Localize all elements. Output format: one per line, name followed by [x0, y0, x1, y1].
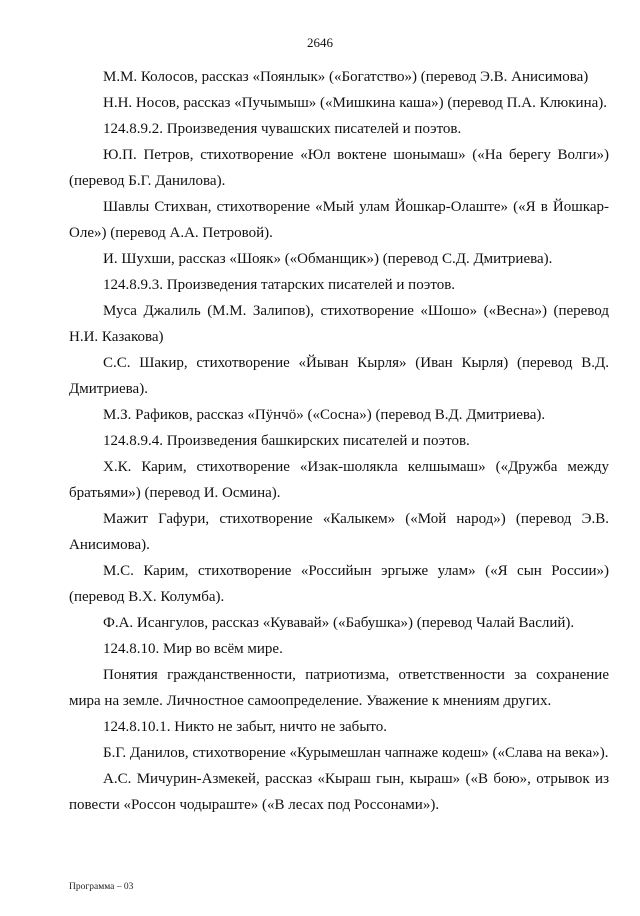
paragraph: С.С. Шакир, стихотворение «Йыван Кырля» (Иван Кырля) (перевод В.Д. Дмитриева). — [69, 355, 609, 397]
paragraph: Мажит Гафури, стихотворение «Калыкем» («Мой народ») (перевод Э.В. Анисимова). — [69, 511, 609, 553]
paragraph: А.С. Мичурин-Азмекей, рассказ «Кыраш гын, кыраш» («В бою», отрывок из повести «Россон чодыраште» («В лесах под Россонами»). — [69, 771, 609, 813]
paragraph: Ф.А. Исангулов, рассказ «Кувавай» («Бабушка») (перевод Чалай Васлий). — [103, 615, 575, 631]
paragraph: М.С. Карим, стихотворение «Российын эргыже улам» («Я сын России») (перевод В.Х. Колумба). — [69, 563, 609, 605]
paragraph: Б.Г. Данилов, стихотворение «Курымешлан чапнаже кодеш» («Слава на века»). — [103, 745, 609, 761]
paragraph: Х.К. Карим, стихотворение «Изак-шолякла келшымаш» («Дружба между братьями») (перевод И. Осмина). — [69, 459, 609, 501]
document-body — [69, 64, 609, 818]
section-heading: 124.8.10. Мир во всём мире. — [103, 641, 283, 657]
paragraph: Н.Н. Носов, рассказ «Пучымыш» («Мишкина каша») (перевод П.А. Клюкина). — [103, 95, 608, 111]
paragraph: М.М. Колосов, рассказ «Поянлык» («Богатство») (перевод Э.В. Анисимова) — [103, 69, 589, 85]
section-heading: 124.8.9.3. Произведения татарских писателей и поэтов. — [103, 277, 456, 293]
footer-label: Программа – 03 — [69, 882, 134, 892]
paragraph: Ю.П. Петров, стихотворение «Юл воктене шонымаш» («На берегу Волги») (перевод Б.Г. Данилова). — [69, 147, 609, 189]
paragraph: Муса Джалиль (М.М. Залипов), стихотворение «Шошо» («Весна») (перевод Н.И. Казакова) — [69, 303, 609, 345]
section-heading: 124.8.9.4. Произведения башкирских писателей и поэтов. — [103, 433, 470, 449]
paragraph: Шавлы Стихван, стихотворение «Мый улам Йошкар-Олаште» («Я в Йошкар-Оле») (перевод А.А. Петровой). — [69, 199, 609, 241]
paragraph: И. Шухши, рассказ «Шояк» («Обманщик») (перевод С.Д. Дмитриева). — [103, 251, 553, 267]
page-number: 2646 — [307, 35, 333, 50]
paragraph: М.З. Рафиков, рассказ «Пӱнчӧ» («Сосна») (перевод В.Д. Дмитриева). — [103, 407, 546, 423]
paragraph: Понятия гражданственности, патриотизма, ответственности за сохранение мира на земле. Личностное самоопределение. Уважение к мнениям других. — [69, 667, 609, 709]
section-heading: 124.8.9.2. Произведения чувашских писателей и поэтов. — [103, 121, 462, 137]
section-heading: 124.8.10.1. Никто не забыт, ничто не забыто. — [103, 719, 388, 735]
